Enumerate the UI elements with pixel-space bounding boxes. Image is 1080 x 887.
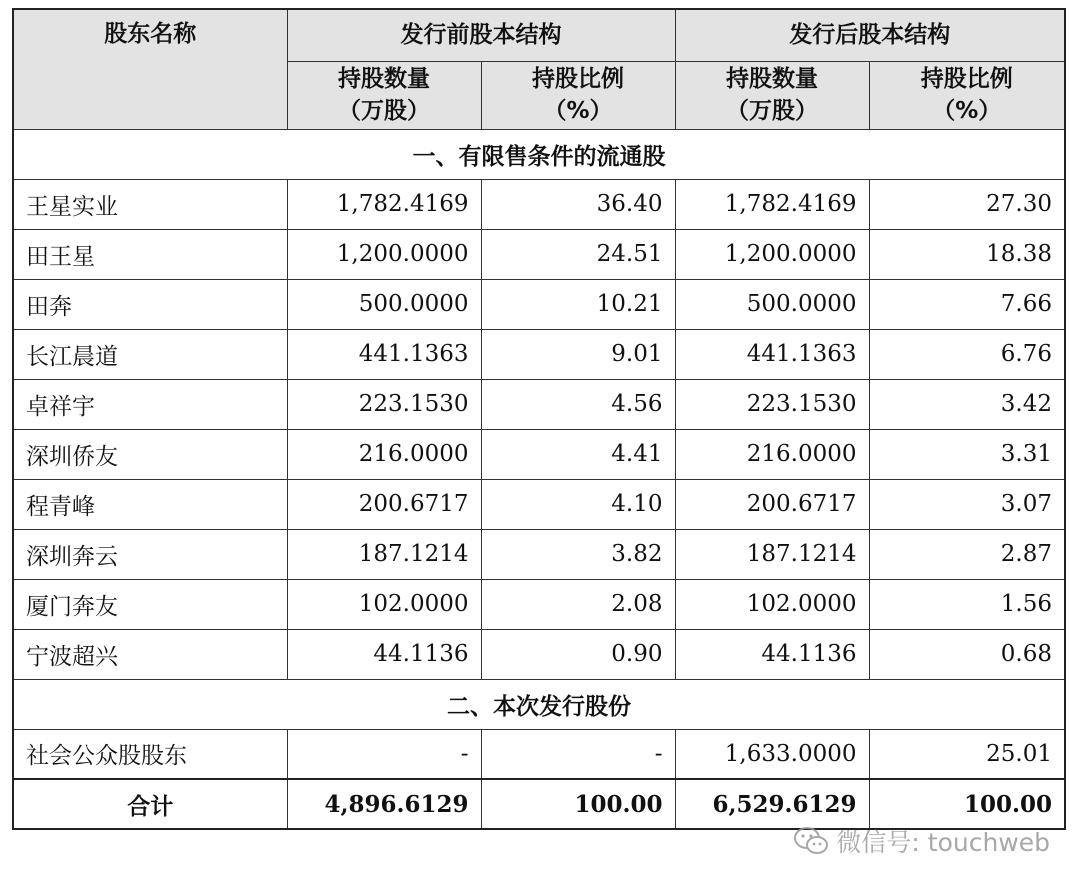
post-issue-qty-cell: 441.1363 <box>675 329 869 379</box>
pre-issue-qty-cell: 44.1136 <box>287 629 481 679</box>
header-ratio-label: 持股比例 <box>920 66 1013 92</box>
pre-issue-qty-cell: 223.1530 <box>287 379 481 429</box>
header-pre-ratio <box>481 61 675 129</box>
pre-issue-qty-cell: 1,782.4169 <box>287 179 481 229</box>
pre-issue-qty-cell: 441.1363 <box>287 329 481 379</box>
post-issue-qty-cell: 1,633.0000 <box>675 729 869 779</box>
pre-issue-qty-cell: - <box>287 729 481 779</box>
pre-issue-ratio-cell: 3.82 <box>481 529 675 579</box>
header-ratio-unit: （%） <box>543 98 613 124</box>
header-ratio-unit: （%） <box>932 98 1002 124</box>
post-issue-qty-cell: 187.1214 <box>675 529 869 579</box>
post-issue-ratio-cell: 7.66 <box>869 279 1065 329</box>
header-before-issuance: 发行前股本结构 <box>287 9 675 61</box>
table-row <box>13 379 1065 429</box>
table-row <box>13 229 1065 279</box>
post-issue-ratio-cell: 3.07 <box>869 479 1065 529</box>
total-pre-ratio: 100.00 <box>481 779 675 829</box>
post-issue-ratio-cell: 2.87 <box>869 529 1065 579</box>
pre-issue-qty-cell: 216.0000 <box>287 429 481 479</box>
shareholder-name-cell: 王星实业 <box>13 179 287 229</box>
shareholder-name-cell: 田奔 <box>13 279 287 329</box>
shareholder-name-cell: 深圳侨友 <box>13 429 287 479</box>
shareholder-name-cell: 田王星 <box>13 229 287 279</box>
post-issue-ratio-cell: 3.42 <box>869 379 1065 429</box>
post-issue-ratio-cell: 18.38 <box>869 229 1065 279</box>
section-title-restricted: 一、有限售条件的流通股 <box>13 129 1065 179</box>
header-qty-label: 持股数量 <box>726 66 818 92</box>
header-post-qty <box>675 61 869 129</box>
shareholder-name-cell: 深圳奔云 <box>13 529 287 579</box>
post-issue-ratio-cell: 27.30 <box>869 179 1065 229</box>
header-qty-unit: （万股） <box>726 98 818 124</box>
table-row <box>13 579 1065 629</box>
post-issue-qty-cell: 102.0000 <box>675 579 869 629</box>
pre-issue-ratio-cell: 2.08 <box>481 579 675 629</box>
header-shareholder-name: 股东名称 <box>13 9 287 129</box>
post-issue-qty-cell: 44.1136 <box>675 629 869 679</box>
post-issue-qty-cell: 200.6717 <box>675 479 869 529</box>
header-post-ratio <box>869 61 1065 129</box>
pre-issue-ratio-cell: 4.56 <box>481 379 675 429</box>
pre-issue-ratio-cell: 0.90 <box>481 629 675 679</box>
header-pre-qty <box>287 61 481 129</box>
section-title-new-issue: 二、本次发行股份 <box>13 679 1065 729</box>
pre-issue-qty-cell: 187.1214 <box>287 529 481 579</box>
total-pre-qty: 4,896.6129 <box>287 779 481 829</box>
shareholder-name-cell: 卓祥宇 <box>13 379 287 429</box>
table-row <box>13 729 1065 779</box>
post-issue-qty-cell: 216.0000 <box>675 429 869 479</box>
post-issue-ratio-cell: 25.01 <box>869 729 1065 779</box>
pre-issue-ratio-cell: 36.40 <box>481 179 675 229</box>
pre-issue-ratio-cell: 24.51 <box>481 229 675 279</box>
equity-structure-table <box>12 8 1066 830</box>
table-row <box>13 429 1065 479</box>
pre-issue-ratio-cell: 9.01 <box>481 329 675 379</box>
wechat-watermark <box>794 822 1050 860</box>
table-row <box>13 329 1065 379</box>
section-row-new-issue <box>13 679 1065 729</box>
pre-issue-ratio-cell: - <box>481 729 675 779</box>
post-issue-ratio-cell: 0.68 <box>869 629 1065 679</box>
pre-issue-ratio-cell: 4.41 <box>481 429 675 479</box>
header-row-groups <box>13 9 1065 61</box>
total-post-ratio: 100.00 <box>869 779 1065 829</box>
header-qty-unit: （万股） <box>338 98 430 124</box>
pre-issue-ratio-cell: 4.10 <box>481 479 675 529</box>
total-label: 合计 <box>13 779 287 829</box>
shareholder-name-cell: 程青峰 <box>13 479 287 529</box>
shareholder-name-cell: 长江晨道 <box>13 329 287 379</box>
watermark-text: 微信号: touchweb <box>836 828 1050 857</box>
post-issue-ratio-cell: 1.56 <box>869 579 1065 629</box>
header-ratio-label: 持股比例 <box>532 66 624 92</box>
table-row <box>13 529 1065 579</box>
shareholder-name-cell: 宁波超兴 <box>13 629 287 679</box>
total-post-qty: 6,529.6129 <box>675 779 869 829</box>
shareholder-name-cell: 社会公众股股东 <box>13 729 287 779</box>
table-row <box>13 479 1065 529</box>
pre-issue-qty-cell: 102.0000 <box>287 579 481 629</box>
header-qty-label: 持股数量 <box>338 66 430 92</box>
pre-issue-qty-cell: 200.6717 <box>287 479 481 529</box>
pre-issue-ratio-cell: 10.21 <box>481 279 675 329</box>
wechat-icon <box>794 826 828 856</box>
pre-issue-qty-cell: 1,200.0000 <box>287 229 481 279</box>
header-after-issuance: 发行后股本结构 <box>675 9 1065 61</box>
section-row-restricted <box>13 129 1065 179</box>
table-row <box>13 629 1065 679</box>
post-issue-qty-cell: 1,782.4169 <box>675 179 869 229</box>
post-issue-qty-cell: 500.0000 <box>675 279 869 329</box>
post-issue-ratio-cell: 6.76 <box>869 329 1065 379</box>
table-row <box>13 179 1065 229</box>
pre-issue-qty-cell: 500.0000 <box>287 279 481 329</box>
post-issue-ratio-cell: 3.31 <box>869 429 1065 479</box>
post-issue-qty-cell: 223.1530 <box>675 379 869 429</box>
shareholder-name-cell: 厦门奔友 <box>13 579 287 629</box>
table-row <box>13 279 1065 329</box>
post-issue-qty-cell: 1,200.0000 <box>675 229 869 279</box>
